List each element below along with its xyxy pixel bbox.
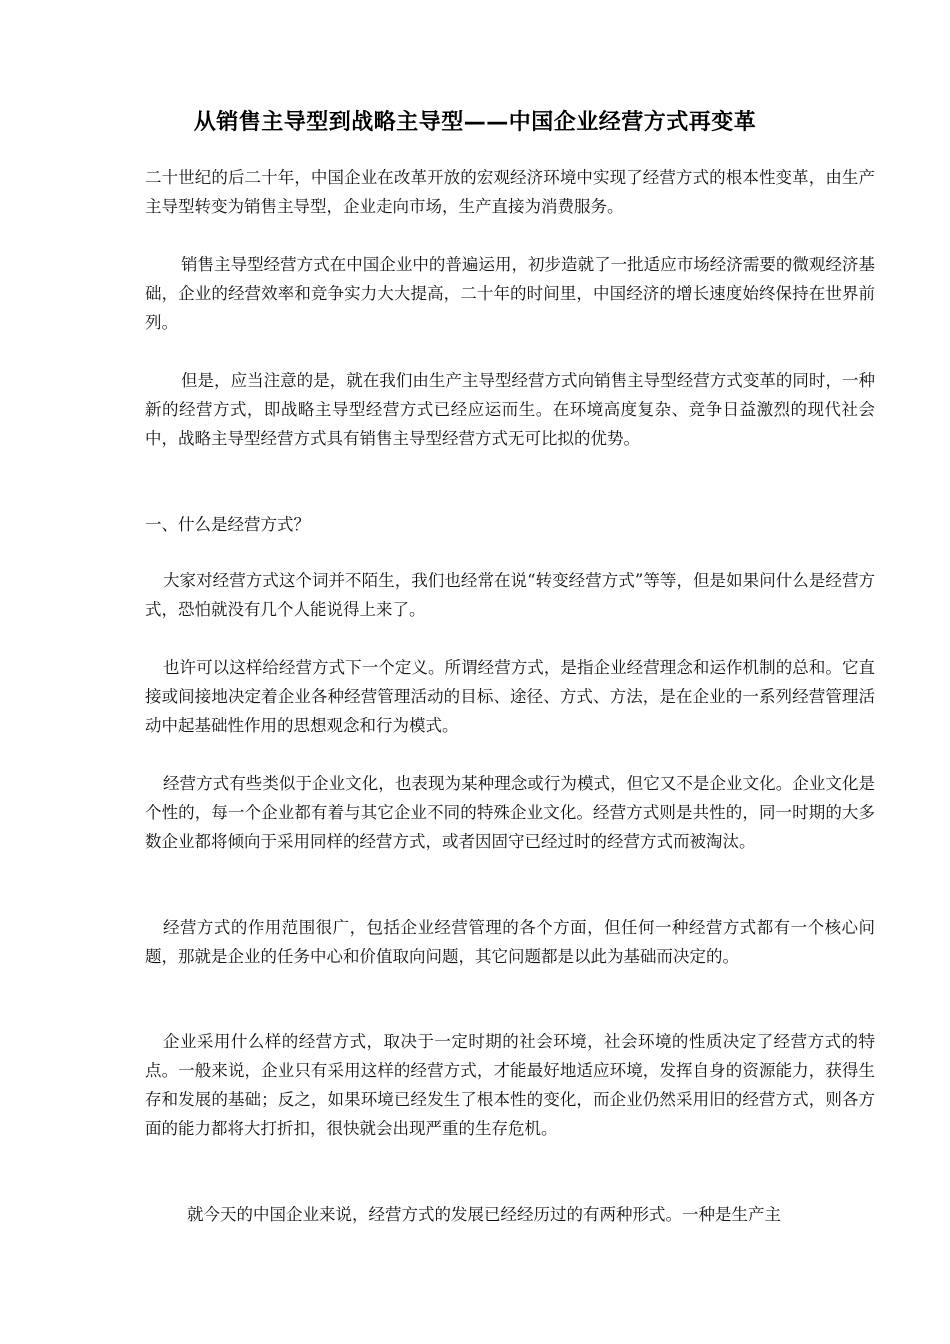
paragraph: 但是，应当注意的是，就在我们由生产主导型经营方式向销售主导型经营方式变革的同时，一种新的经营方式，即战略主导型经营方式已经应运而生。在环境高度复杂、竞争日益激烈的现代社会中，战略主导型经营方式具有销售主导型经营方式无可比拟的优势。 [145, 371, 875, 448]
document-title: 从销售主导型到战略主导型——中国企业经营方式再变革 [193, 109, 757, 135]
paragraph: 也许可以这样给经营方式下一个定义。所谓经营方式，是指企业经营理念和运作机制的总和。它直接或间接地决定着企业各种经营管理活动的目标、途径、方式、方法，是在企业的一系列经营管理活动中起基础性作用的思想观念和行为模式。 [145, 658, 875, 735]
paragraph: 就今天的中国企业来说，经营方式的发展已经经历过的有两种形式。一种是生产主 [187, 1205, 781, 1224]
paragraph: 经营方式有些类似于企业文化，也表现为某种理念或行为模式，但它又不是企业文化。企业文化是个性的，每一个企业都有着与其它企业不同的特殊企业文化。经营方式则是共性的，同一时期的大多数企业都将倾向于采用同样的经营方式，或者因固守已经过时的经营方式而被淘汰。 [145, 774, 875, 851]
section-heading: 一、什么是经营方式？ [145, 515, 310, 534]
paragraph: 销售主导型经营方式在中国企业中的普遍运用，初步造就了一批适应市场经济需要的微观经济基础，企业的经营效率和竞争实力大大提高，二十年的时间里，中国经济的增长速度始终保持在世界前列。 [145, 255, 875, 332]
paragraph: 大家对经营方式这个词并不陌生，我们也经常在说“转变经营方式”等等，但是如果问什么是经营方式，恐怕就没有几个人能说得上来了。 [145, 571, 875, 619]
paragraph: 企业采用什么样的经营方式，取决于一定时期的社会环境，社会环境的性质决定了经营方式的特点。一般来说，企业只有采用这样的经营方式，才能最好地适应环境，发挥自身的资源能力，获得生存和发展的基础；反之，如果环境已经发生了根本性的变化，而企业仍然采用旧的经营方式，则各方面的能力都将大打折扣，很快就会出现严重的生存危机。 [145, 1032, 875, 1138]
paragraph: 经营方式的作用范围很广，包括企业经营管理的各个方面，但任何一种经营方式都有一个核心问题，那就是企业的任务中心和价值取向问题，其它问题都是以此为基础而决定的。 [145, 918, 875, 966]
paragraph: 二十世纪的后二十年，中国企业在改革开放的宏观经济环境中实现了经营方式的根本性变革，由生产主导型转变为销售主导型，企业走向市场，生产直接为消费服务。 [145, 168, 875, 216]
